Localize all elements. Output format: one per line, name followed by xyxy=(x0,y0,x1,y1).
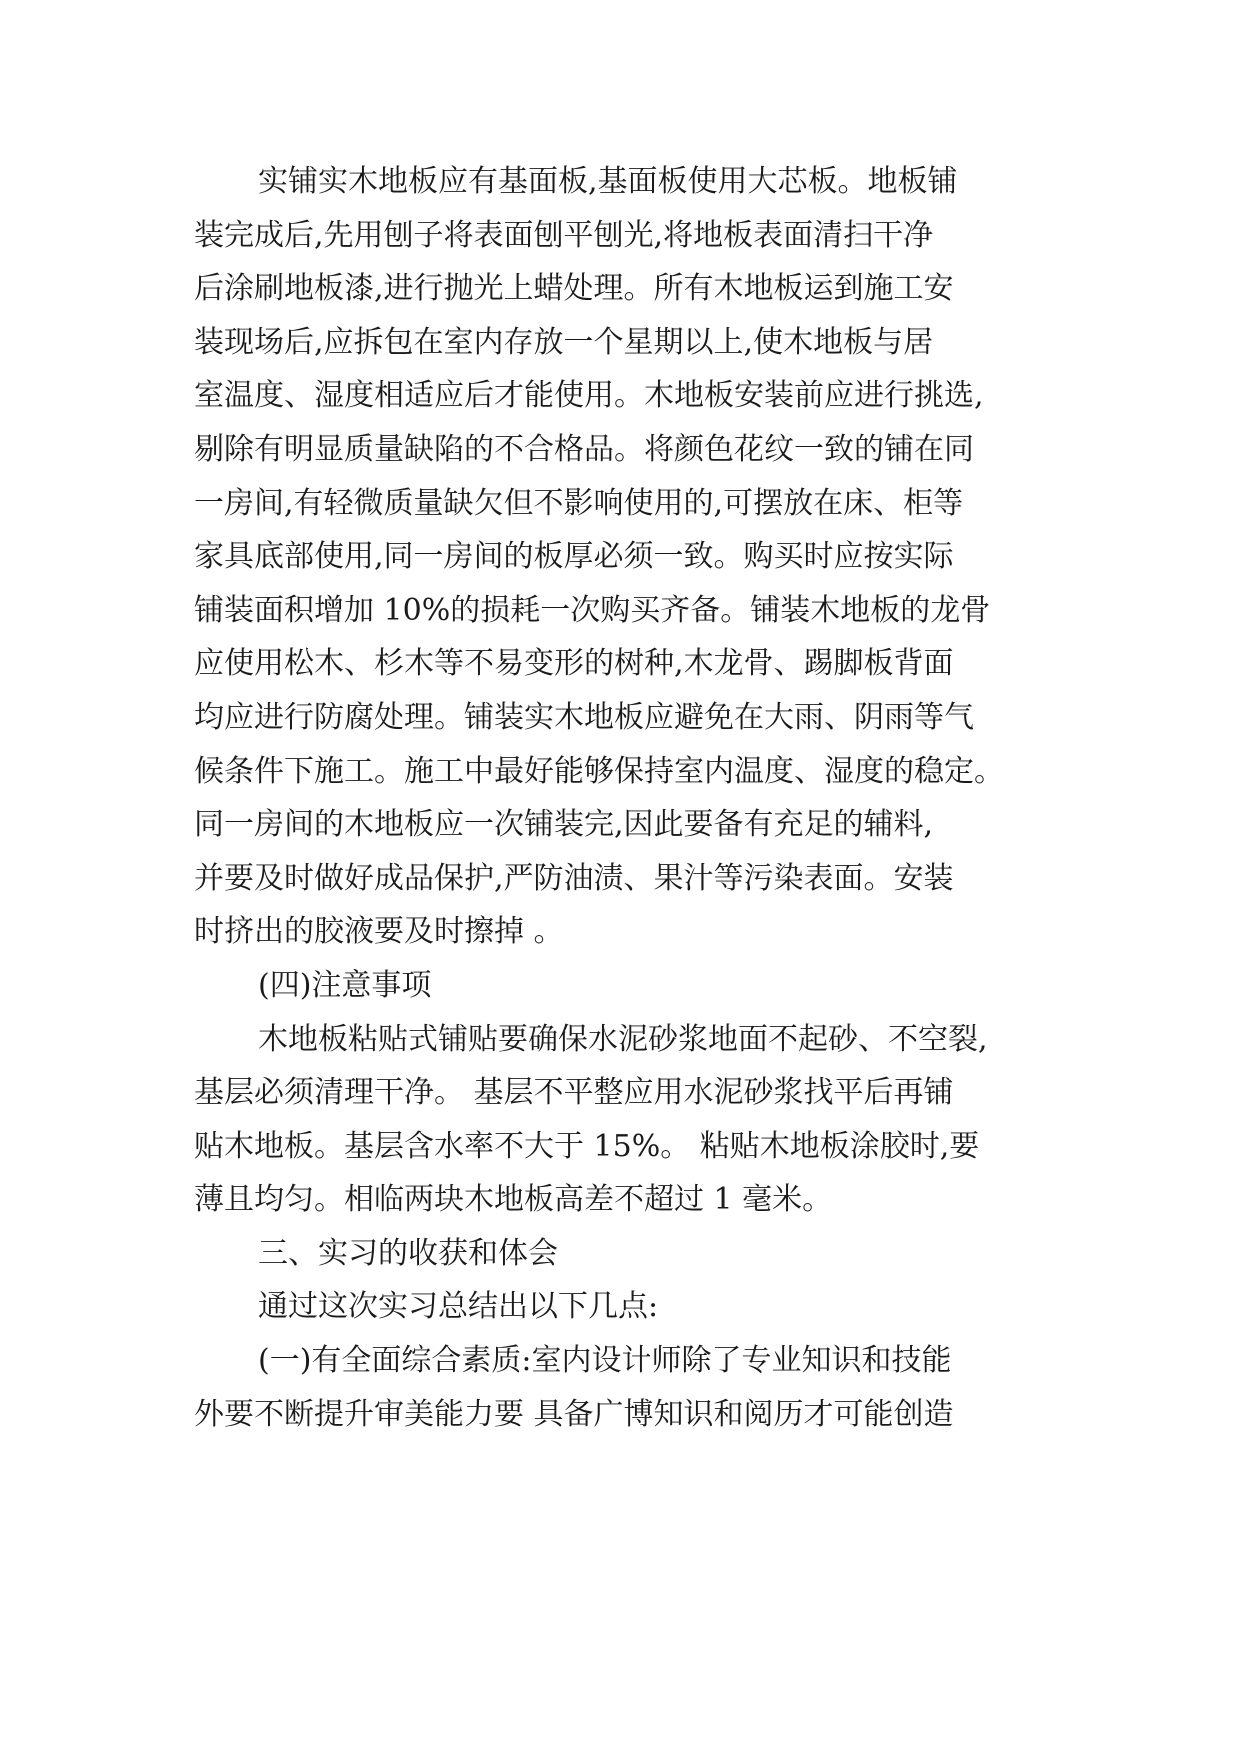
text-line: 均应进行防腐处理。铺装实木地板应避免在大雨、阴雨等气 xyxy=(194,699,974,735)
text-line: 候条件下施工。施工中最好能够保持室内温度、湿度的稳定。 xyxy=(194,753,1004,789)
text-line: 一房间,有轻微质量缺欠但不影响使用的,可摆放在床、柜等 xyxy=(194,485,964,521)
text-line: 家具底部使用,同一房间的板厚必须一致。购买时应按实际 xyxy=(194,539,954,575)
text-line: 木地板粘贴式铺贴要确保水泥砂浆地面不起砂、不空裂, xyxy=(258,1021,988,1057)
text-line: 剔除有明显质量缺陷的不合格品。将颜色花纹一致的铺在同 xyxy=(194,431,974,467)
text-line: 实铺实木地板应有基面板,基面板使用大芯板。地板铺 xyxy=(258,164,958,199)
text-line: 应使用松木、杉木等不易变形的树种,木龙骨、踢脚板背面 xyxy=(194,646,954,682)
text-line: 装现场后,应拆包在室内存放一个星期以上,使木地板与居 xyxy=(194,324,934,360)
text-line: 后涂刷地板漆,进行抛光上蜡处理。所有木地板运到施工安 xyxy=(194,271,954,307)
text-line: 外要不断提升审美能力要 具备广博知识和阅历才可能创造 xyxy=(194,1396,954,1432)
text-line: 贴木地板。基层含水率不大于 15%。 粘贴木地板涂胶时,要 xyxy=(194,1128,980,1164)
section-heading: 三、实习的收获和体会 xyxy=(258,1235,558,1271)
text-line: 铺装面积增加 10%的损耗一次购买齐备。铺装木地板的龙骨 xyxy=(194,592,991,628)
text-line: 同一房间的木地板应一次铺装完,因此要备有充足的辅料, xyxy=(194,807,934,843)
text-line: 薄且均匀。相临两块木地板高差不超过 1 毫米。 xyxy=(194,1182,833,1218)
text-line: 时挤出的胶液要及时擦掉 。 xyxy=(194,914,564,950)
text-line: 基层必须清理干净。 基层不平整应用水泥砂浆找平后再铺 xyxy=(194,1075,954,1111)
text-line: (一)有全面综合素质:室内设计师除了专业知识和技能 xyxy=(258,1343,952,1379)
text-line: 室温度、湿度相适应后才能使用。木地板安装前应进行挑选, xyxy=(194,378,984,414)
text-line: 通过这次实习总结出以下几点: xyxy=(258,1289,659,1325)
text-line: 装完成后,先用刨子将表面刨平刨光,将地板表面清扫干净 xyxy=(194,217,934,253)
section-heading: (四)注意事项 xyxy=(258,967,432,1003)
body-text xyxy=(194,155,1054,1441)
text-line: 并要及时做好成品保护,严防油渍、果汁等污染表面。安装 xyxy=(194,860,954,896)
